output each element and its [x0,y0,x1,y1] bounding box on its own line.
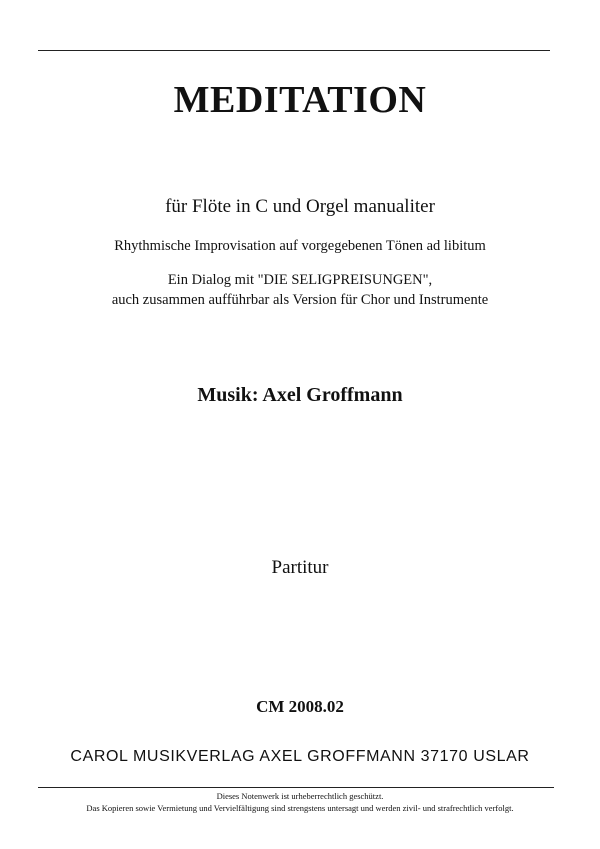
publisher-line: CAROL MUSIKVERLAG AXEL GROFFMANN 37170 USLAR [70,748,530,765]
copyright-warning: Das Kopieren sowie Vermietung und Vervielfältigung sind strengstens untersagt und werden zivil- und strafrechtlich verfolgt. [86,803,514,813]
bottom-divider [38,787,554,788]
score-type: Partitur [271,557,329,578]
composer: Musik: Axel Groffmann [197,384,403,406]
catalog-number: CM 2008.02 [256,697,344,716]
copyright-notice: Dieses Notenwerk ist urheberrechtlich geschützt. [216,791,384,801]
subtitle: für Flöte in C und Orgel manualiter [165,196,435,217]
description: Rhythmische Improvisation auf vorgegebenen Tönen ad libitum [114,238,486,254]
top-divider [38,50,550,51]
dialog-line-2: auch zusammen aufführbar als Version für Chor und Instrumente [111,292,489,308]
page-title: MEDITATION [173,79,427,121]
dialog-line-1: Ein Dialog mit "DIE SELIGPREISUNGEN", [167,272,433,288]
